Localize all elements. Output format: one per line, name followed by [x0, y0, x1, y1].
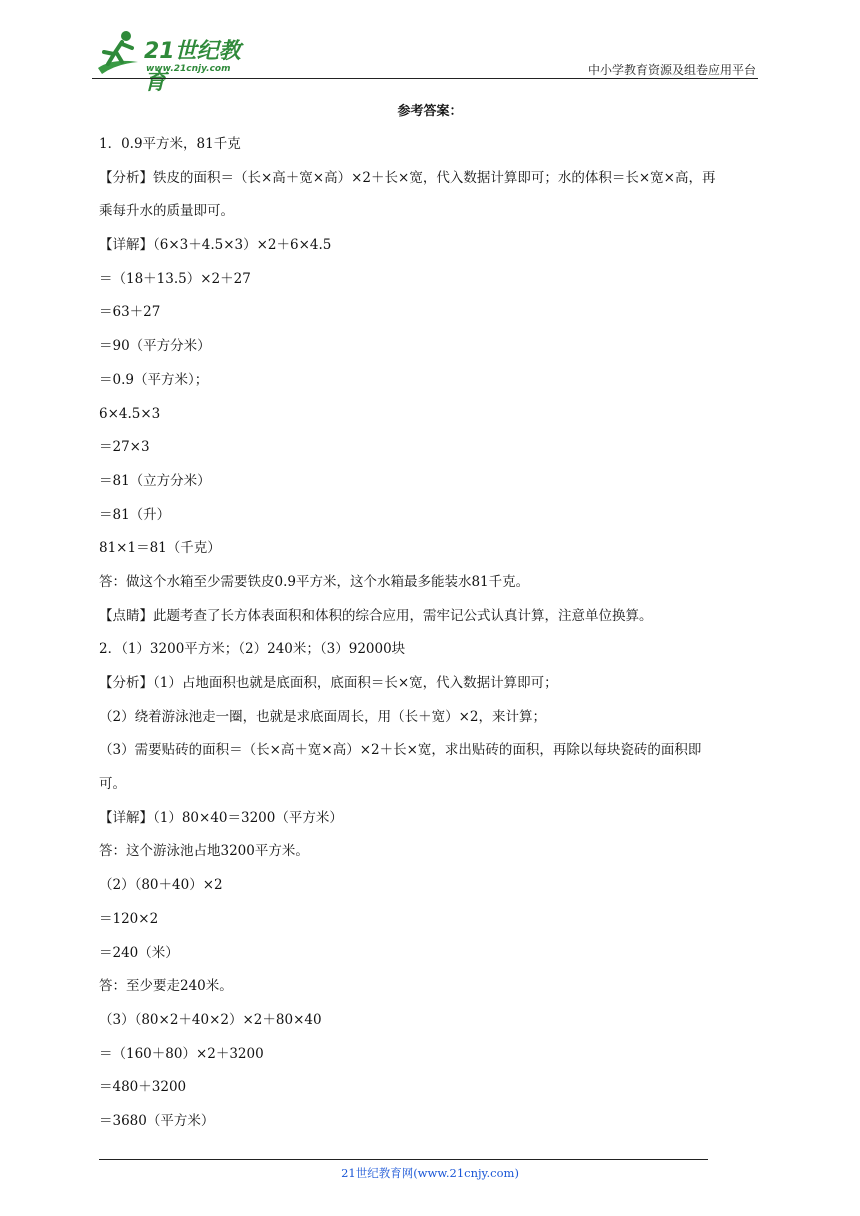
answer-line: ＝90（平方分米） — [99, 338, 211, 355]
answer-line: 【分析】（1）占地面积也就是底面积，底面积＝长×宽，代入数据计算即可； — [99, 675, 558, 691]
logo-text: 21世纪教育 — [144, 39, 241, 95]
answer-line: 2．（1）3200平方米；（2）240米；（3）92000块 — [99, 641, 406, 658]
answer-line: 答：这个游泳池占地3200平方米。 — [99, 843, 309, 860]
answer-line: ＝120×2 — [99, 910, 159, 927]
answer-line: ＝（160＋80）×2＋3200 — [99, 1045, 264, 1062]
header-divider — [92, 78, 758, 79]
answer-line: 乘每升水的质量即可。 — [99, 203, 234, 220]
answer-line: 81×1＝81（千克） — [99, 540, 221, 557]
answer-line: 【详解】（1）80×40＝3200（平方米） — [99, 809, 343, 826]
answer-line: ＝（18＋13.5）×2＋27 — [99, 270, 251, 287]
page-title: 参考答案： — [397, 104, 463, 119]
answer-content — [99, 128, 763, 1139]
runner-logo-icon — [92, 28, 144, 76]
answer-line: ＝81（升） — [99, 506, 171, 523]
answer-line: ＝81（立方分米） — [99, 472, 211, 489]
answer-line: 1．0.9平方米，81千克 — [99, 136, 241, 152]
answer-line: ＝0.9（平方米）； — [99, 371, 209, 388]
answer-line: （3）（80×2＋40×2）×2＋80×40 — [99, 1011, 322, 1028]
answer-line: 【分析】铁皮的面积＝（长×高＋宽×高）×2＋长×宽，代入数据计算即可；水的体积＝长×宽×高，再 — [99, 169, 716, 186]
header-platform-text: 中小学教育资源及组卷应用平台 — [587, 63, 756, 77]
logo — [92, 28, 262, 95]
answer-line: ＝240（米） — [99, 944, 179, 961]
answer-line: 【点睛】此题考查了长方体表面积和体积的综合应用，需牢记公式认真计算，注意单位换算。 — [99, 607, 653, 624]
answer-line: 【详解】（6×3＋4.5×3）×2＋6×4.5 — [99, 237, 332, 254]
answer-line: 答：至少要走240米。 — [99, 978, 233, 995]
page-header — [92, 28, 758, 95]
answer-line: 6×4.5×3 — [99, 405, 161, 422]
answer-line: ＝63＋27 — [99, 304, 161, 321]
answer-line: ＝480＋3200 — [99, 1079, 187, 1096]
answer-line: ＝27×3 — [99, 439, 150, 456]
answer-line: （3）需要贴砖的面积＝（长×高＋宽×高）×2＋长×宽，求出贴砖的面积，再除以每块瓷砖的面积即 — [99, 742, 702, 759]
footer-link[interactable]: 21世纪教育网(www.21cnjy.com) — [341, 1166, 519, 1180]
answer-line: ＝3680（平方米） — [99, 1112, 215, 1129]
answer-line: 可。 — [99, 776, 126, 793]
logo-url: www.21cnjy.com — [146, 64, 231, 74]
answer-line: （2）绕着游泳池走一圈，也就是求底面周长，用（长＋宽）×2，来计算； — [99, 708, 546, 725]
answer-line: （2）（80＋40）×2 — [99, 877, 223, 894]
answer-line: 答：做这个水箱至少需要铁皮0.9平方米，这个水箱最多能装水81千克。 — [99, 573, 530, 590]
footer-divider — [99, 1159, 708, 1160]
